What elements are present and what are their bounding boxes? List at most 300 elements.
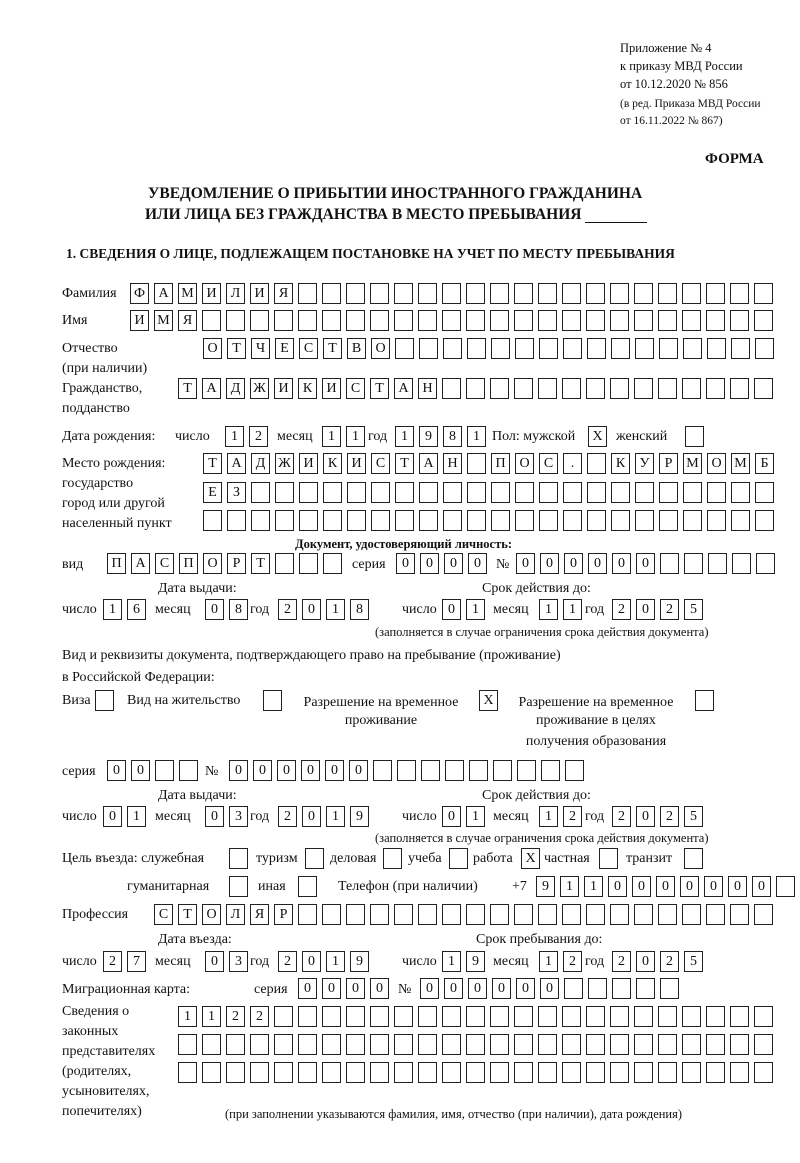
mc-number-cell[interactable]: [636, 978, 655, 999]
birth-place-1-cell[interactable]: Б: [755, 453, 774, 474]
profession-cell[interactable]: Р: [274, 904, 293, 925]
place-underline[interactable]: [585, 208, 647, 223]
profession-cell[interactable]: [682, 904, 701, 925]
reps-3-cell[interactable]: [346, 1062, 365, 1083]
name-cell[interactable]: [466, 310, 485, 331]
reps-1-cell[interactable]: [514, 1006, 533, 1027]
profession-cell[interactable]: [658, 904, 677, 925]
name-cell[interactable]: [418, 310, 437, 331]
reps-1-cell[interactable]: [682, 1006, 701, 1027]
patronymic-cell[interactable]: [683, 338, 702, 359]
birth-place-1-cell[interactable]: У: [635, 453, 654, 474]
doc-valid-month-cell[interactable]: 1: [539, 599, 558, 620]
name-cell[interactable]: [538, 310, 557, 331]
birth-place-1-cell[interactable]: Т: [395, 453, 414, 474]
right-number-cell[interactable]: [493, 760, 512, 781]
birth-place-1-cell[interactable]: М: [683, 453, 702, 474]
citizenship-cell[interactable]: [730, 378, 749, 399]
name-cell[interactable]: [634, 310, 653, 331]
birth-year-cell[interactable]: 1: [395, 426, 414, 447]
doc-issue-month-cell[interactable]: 8: [229, 599, 248, 620]
surname-cell[interactable]: А: [154, 283, 173, 304]
patronymic-cell[interactable]: [611, 338, 630, 359]
doc-issue-year-cell[interactable]: 1: [326, 599, 345, 620]
citizenship-cell[interactable]: А: [394, 378, 413, 399]
reps-2-cell[interactable]: [442, 1034, 461, 1055]
birth-year-cell[interactable]: 1: [467, 426, 486, 447]
birth-place-3-cell[interactable]: [299, 510, 318, 531]
reps-3-cell[interactable]: [178, 1062, 197, 1083]
purpose-tourism-checkbox[interactable]: [305, 848, 324, 869]
profession-cell[interactable]: [346, 904, 365, 925]
surname-cell[interactable]: [466, 283, 485, 304]
reps-2-cell[interactable]: [730, 1034, 749, 1055]
profession-cell[interactable]: [538, 904, 557, 925]
birth-place-1-cell[interactable]: О: [515, 453, 534, 474]
doc-issue-year-cell[interactable]: 0: [302, 599, 321, 620]
entry-year-cell[interactable]: 9: [350, 951, 369, 972]
reps-2-cell[interactable]: [658, 1034, 677, 1055]
doc-issue-day-cell[interactable]: 6: [127, 599, 146, 620]
birth-place-3-cell[interactable]: [731, 510, 750, 531]
surname-cell[interactable]: [634, 283, 653, 304]
doc-valid-year-cell[interactable]: 2: [612, 599, 631, 620]
citizenship-cell[interactable]: Т: [370, 378, 389, 399]
birth-place-1-cell[interactable]: К: [611, 453, 630, 474]
doc-number-cell[interactable]: 0: [636, 553, 655, 574]
phone-cell[interactable]: 0: [680, 876, 699, 897]
name-cell[interactable]: [250, 310, 269, 331]
surname-cell[interactable]: [514, 283, 533, 304]
reps-1-cell[interactable]: [562, 1006, 581, 1027]
birth-month-cell[interactable]: 1: [322, 426, 341, 447]
profession-cell[interactable]: [418, 904, 437, 925]
profession-cell[interactable]: [298, 904, 317, 925]
surname-cell[interactable]: [346, 283, 365, 304]
entry-year-cell[interactable]: 0: [302, 951, 321, 972]
patronymic-cell[interactable]: О: [203, 338, 222, 359]
citizenship-cell[interactable]: А: [202, 378, 221, 399]
reps-2-cell[interactable]: [322, 1034, 341, 1055]
reps-2-cell[interactable]: [178, 1034, 197, 1055]
citizenship-cell[interactable]: [658, 378, 677, 399]
phone-cell[interactable]: 0: [704, 876, 723, 897]
reps-3-cell[interactable]: [586, 1062, 605, 1083]
citizenship-cell[interactable]: С: [346, 378, 365, 399]
doc-number-cell[interactable]: 0: [564, 553, 583, 574]
reps-2-cell[interactable]: [370, 1034, 389, 1055]
surname-cell[interactable]: [442, 283, 461, 304]
birth-place-2-cell[interactable]: [443, 482, 462, 503]
citizenship-cell[interactable]: Д: [226, 378, 245, 399]
name-cell[interactable]: Я: [178, 310, 197, 331]
reps-1-cell[interactable]: [322, 1006, 341, 1027]
reps-1-cell[interactable]: [706, 1006, 725, 1027]
reps-3-cell[interactable]: [466, 1062, 485, 1083]
right-valid-month-cell[interactable]: 2: [563, 806, 582, 827]
doc-valid-day-cell[interactable]: 0: [442, 599, 461, 620]
birth-place-2-cell[interactable]: [299, 482, 318, 503]
birth-place-2-cell[interactable]: [515, 482, 534, 503]
profession-cell[interactable]: [322, 904, 341, 925]
surname-cell[interactable]: [562, 283, 581, 304]
right-valid-month-cell[interactable]: 1: [539, 806, 558, 827]
patronymic-cell[interactable]: С: [299, 338, 318, 359]
reps-1-cell[interactable]: [346, 1006, 365, 1027]
right-number-cell[interactable]: [397, 760, 416, 781]
doc-valid-year-cell[interactable]: 2: [660, 599, 679, 620]
surname-cell[interactable]: И: [250, 283, 269, 304]
doc-kind-cell[interactable]: [323, 553, 342, 574]
reps-2-cell[interactable]: [418, 1034, 437, 1055]
reps-3-cell[interactable]: [298, 1062, 317, 1083]
birth-place-1-cell[interactable]: С: [371, 453, 390, 474]
birth-place-3-cell[interactable]: [443, 510, 462, 531]
patronymic-cell[interactable]: О: [371, 338, 390, 359]
reps-2-cell[interactable]: [586, 1034, 605, 1055]
reps-1-cell[interactable]: [538, 1006, 557, 1027]
reps-3-cell[interactable]: [418, 1062, 437, 1083]
right-number-cell[interactable]: 0: [301, 760, 320, 781]
birth-place-3-cell[interactable]: [539, 510, 558, 531]
doc-series-cell[interactable]: 0: [396, 553, 415, 574]
birth-year-cell[interactable]: 8: [443, 426, 462, 447]
right-trpe-checkbox[interactable]: [695, 690, 714, 711]
citizenship-cell[interactable]: [490, 378, 509, 399]
surname-cell[interactable]: [586, 283, 605, 304]
birth-place-3-cell[interactable]: [587, 510, 606, 531]
birth-place-3-cell[interactable]: [515, 510, 534, 531]
right-issue-year-cell[interactable]: 1: [326, 806, 345, 827]
purpose-humanitarian-checkbox[interactable]: [229, 876, 248, 897]
reps-2-cell[interactable]: [250, 1034, 269, 1055]
name-cell[interactable]: [562, 310, 581, 331]
right-valid-day-cell[interactable]: 0: [442, 806, 461, 827]
doc-series-cell[interactable]: 0: [468, 553, 487, 574]
doc-kind-cell[interactable]: А: [131, 553, 150, 574]
citizenship-cell[interactable]: [610, 378, 629, 399]
patronymic-cell[interactable]: В: [347, 338, 366, 359]
phone-cell[interactable]: 1: [560, 876, 579, 897]
right-valid-year-cell[interactable]: 2: [660, 806, 679, 827]
birth-place-3-cell[interactable]: [323, 510, 342, 531]
doc-number-cell[interactable]: 0: [540, 553, 559, 574]
doc-number-cell[interactable]: [684, 553, 703, 574]
citizenship-cell[interactable]: [634, 378, 653, 399]
profession-cell[interactable]: Л: [226, 904, 245, 925]
reps-1-cell[interactable]: [634, 1006, 653, 1027]
birth-place-2-cell[interactable]: [539, 482, 558, 503]
surname-cell[interactable]: Я: [274, 283, 293, 304]
doc-valid-year-cell[interactable]: 0: [636, 599, 655, 620]
reps-3-cell[interactable]: [274, 1062, 293, 1083]
doc-kind-cell[interactable]: О: [203, 553, 222, 574]
phone-cell[interactable]: 0: [728, 876, 747, 897]
doc-number-cell[interactable]: [708, 553, 727, 574]
reps-3-cell[interactable]: [538, 1062, 557, 1083]
right-number-cell[interactable]: 0: [229, 760, 248, 781]
reps-1-cell[interactable]: [730, 1006, 749, 1027]
citizenship-cell[interactable]: И: [322, 378, 341, 399]
birth-place-3-cell[interactable]: [611, 510, 630, 531]
right-trp-checkbox[interactable]: X: [479, 690, 498, 711]
reps-2-cell[interactable]: [514, 1034, 533, 1055]
doc-valid-day-cell[interactable]: 1: [466, 599, 485, 620]
reps-2-cell[interactable]: [226, 1034, 245, 1055]
right-number-cell[interactable]: [445, 760, 464, 781]
birth-place-2-cell[interactable]: З: [227, 482, 246, 503]
profession-cell[interactable]: [586, 904, 605, 925]
name-cell[interactable]: [754, 310, 773, 331]
birth-place-2-cell[interactable]: [707, 482, 726, 503]
doc-issue-month-cell[interactable]: 0: [205, 599, 224, 620]
patronymic-cell[interactable]: [419, 338, 438, 359]
profession-cell[interactable]: С: [154, 904, 173, 925]
doc-number-cell[interactable]: 0: [588, 553, 607, 574]
surname-cell[interactable]: [490, 283, 509, 304]
reps-3-cell[interactable]: [370, 1062, 389, 1083]
birth-year-cell[interactable]: 9: [419, 426, 438, 447]
patronymic-cell[interactable]: [443, 338, 462, 359]
patronymic-cell[interactable]: [659, 338, 678, 359]
entry-day-cell[interactable]: 7: [127, 951, 146, 972]
citizenship-cell[interactable]: К: [298, 378, 317, 399]
profession-cell[interactable]: [754, 904, 773, 925]
birth-place-2-cell[interactable]: [635, 482, 654, 503]
entry-year-cell[interactable]: 2: [278, 951, 297, 972]
birth-place-3-cell[interactable]: [467, 510, 486, 531]
reps-1-cell[interactable]: 1: [202, 1006, 221, 1027]
reps-3-cell[interactable]: [658, 1062, 677, 1083]
reps-2-cell[interactable]: [346, 1034, 365, 1055]
patronymic-cell[interactable]: [731, 338, 750, 359]
reps-2-cell[interactable]: [466, 1034, 485, 1055]
birth-place-1-cell[interactable]: А: [419, 453, 438, 474]
name-cell[interactable]: [490, 310, 509, 331]
name-cell[interactable]: И: [130, 310, 149, 331]
reps-3-cell[interactable]: [682, 1062, 701, 1083]
citizenship-cell[interactable]: Н: [418, 378, 437, 399]
citizenship-cell[interactable]: [586, 378, 605, 399]
purpose-private-checkbox[interactable]: [599, 848, 618, 869]
reps-1-cell[interactable]: [490, 1006, 509, 1027]
birth-place-3-cell[interactable]: [683, 510, 702, 531]
birth-place-3-cell[interactable]: [275, 510, 294, 531]
doc-issue-year-cell[interactable]: 8: [350, 599, 369, 620]
phone-cell[interactable]: 9: [536, 876, 555, 897]
reps-2-cell[interactable]: [394, 1034, 413, 1055]
purpose-other-checkbox[interactable]: [298, 876, 317, 897]
citizenship-cell[interactable]: [682, 378, 701, 399]
citizenship-cell[interactable]: [754, 378, 773, 399]
phone-cell[interactable]: 1: [584, 876, 603, 897]
mc-number-cell[interactable]: 0: [516, 978, 535, 999]
reps-2-cell[interactable]: [610, 1034, 629, 1055]
purpose-service-checkbox[interactable]: [229, 848, 248, 869]
reps-3-cell[interactable]: [226, 1062, 245, 1083]
reps-1-cell[interactable]: [586, 1006, 605, 1027]
surname-cell[interactable]: И: [202, 283, 221, 304]
birth-place-1-cell[interactable]: П: [491, 453, 510, 474]
doc-kind-cell[interactable]: С: [155, 553, 174, 574]
reps-2-cell[interactable]: [490, 1034, 509, 1055]
birth-place-2-cell[interactable]: [683, 482, 702, 503]
birth-place-1-cell[interactable]: И: [299, 453, 318, 474]
surname-cell[interactable]: [538, 283, 557, 304]
right-number-cell[interactable]: [469, 760, 488, 781]
right-valid-year-cell[interactable]: 5: [684, 806, 703, 827]
birth-place-3-cell[interactable]: [227, 510, 246, 531]
name-cell[interactable]: [658, 310, 677, 331]
birth-place-3-cell[interactable]: [563, 510, 582, 531]
profession-cell[interactable]: [514, 904, 533, 925]
citizenship-cell[interactable]: И: [274, 378, 293, 399]
patronymic-cell[interactable]: Т: [227, 338, 246, 359]
reps-1-cell[interactable]: [442, 1006, 461, 1027]
mc-number-cell[interactable]: 0: [540, 978, 559, 999]
mc-series-cell[interactable]: 0: [322, 978, 341, 999]
surname-cell[interactable]: [730, 283, 749, 304]
patronymic-cell[interactable]: [491, 338, 510, 359]
patronymic-cell[interactable]: [755, 338, 774, 359]
reps-2-cell[interactable]: [706, 1034, 725, 1055]
surname-cell[interactable]: [418, 283, 437, 304]
name-cell[interactable]: [226, 310, 245, 331]
birth-place-2-cell[interactable]: [491, 482, 510, 503]
right-number-cell[interactable]: [421, 760, 440, 781]
reps-3-cell[interactable]: [754, 1062, 773, 1083]
reps-3-cell[interactable]: [634, 1062, 653, 1083]
mc-number-cell[interactable]: 0: [420, 978, 439, 999]
surname-cell[interactable]: М: [178, 283, 197, 304]
birth-place-1-cell[interactable]: С: [539, 453, 558, 474]
right-residence-checkbox[interactable]: [263, 690, 282, 711]
birth-place-2-cell[interactable]: [731, 482, 750, 503]
birth-place-1-cell[interactable]: М: [731, 453, 750, 474]
patronymic-cell[interactable]: [539, 338, 558, 359]
name-cell[interactable]: [298, 310, 317, 331]
mc-number-cell[interactable]: 0: [444, 978, 463, 999]
right-issue-month-cell[interactable]: 0: [205, 806, 224, 827]
birth-place-3-cell[interactable]: [707, 510, 726, 531]
reps-1-cell[interactable]: [754, 1006, 773, 1027]
right-number-cell[interactable]: [517, 760, 536, 781]
patronymic-cell[interactable]: Е: [275, 338, 294, 359]
reps-1-cell[interactable]: [658, 1006, 677, 1027]
profession-cell[interactable]: [706, 904, 725, 925]
stay-year-cell[interactable]: 2: [612, 951, 631, 972]
birth-place-3-cell[interactable]: [203, 510, 222, 531]
right-number-cell[interactable]: [373, 760, 392, 781]
mc-number-cell[interactable]: [588, 978, 607, 999]
reps-1-cell[interactable]: 2: [250, 1006, 269, 1027]
birth-month-cell[interactable]: 1: [346, 426, 365, 447]
birth-place-2-cell[interactable]: [347, 482, 366, 503]
purpose-transit-checkbox[interactable]: [684, 848, 703, 869]
doc-kind-cell[interactable]: П: [179, 553, 198, 574]
surname-cell[interactable]: [370, 283, 389, 304]
doc-series-cell[interactable]: 0: [444, 553, 463, 574]
reps-3-cell[interactable]: [322, 1062, 341, 1083]
birth-place-3-cell[interactable]: [755, 510, 774, 531]
patronymic-cell[interactable]: [635, 338, 654, 359]
birth-place-1-cell[interactable]: .: [563, 453, 582, 474]
phone-cell[interactable]: 0: [608, 876, 627, 897]
birth-place-2-cell[interactable]: [395, 482, 414, 503]
right-issue-year-cell[interactable]: 9: [350, 806, 369, 827]
doc-number-cell[interactable]: [756, 553, 775, 574]
profession-cell[interactable]: О: [202, 904, 221, 925]
right-series-cell[interactable]: 0: [107, 760, 126, 781]
reps-2-cell[interactable]: [274, 1034, 293, 1055]
stay-day-cell[interactable]: 1: [442, 951, 461, 972]
birth-place-2-cell[interactable]: [275, 482, 294, 503]
reps-3-cell[interactable]: [490, 1062, 509, 1083]
reps-1-cell[interactable]: [370, 1006, 389, 1027]
mc-series-cell[interactable]: 0: [346, 978, 365, 999]
reps-3-cell[interactable]: [706, 1062, 725, 1083]
phone-cell[interactable]: 0: [632, 876, 651, 897]
birth-place-3-cell[interactable]: [491, 510, 510, 531]
name-cell[interactable]: М: [154, 310, 173, 331]
reps-1-cell[interactable]: [394, 1006, 413, 1027]
right-visa-checkbox[interactable]: [95, 690, 114, 711]
birth-place-2-cell[interactable]: [251, 482, 270, 503]
profession-cell[interactable]: [610, 904, 629, 925]
stay-month-cell[interactable]: 1: [539, 951, 558, 972]
mc-series-cell[interactable]: 0: [298, 978, 317, 999]
surname-cell[interactable]: [754, 283, 773, 304]
right-valid-day-cell[interactable]: 1: [466, 806, 485, 827]
birth-place-2-cell[interactable]: Е: [203, 482, 222, 503]
reps-1-cell[interactable]: [274, 1006, 293, 1027]
citizenship-cell[interactable]: [442, 378, 461, 399]
purpose-work-checkbox[interactable]: X: [521, 848, 540, 869]
birth-place-2-cell[interactable]: [755, 482, 774, 503]
doc-kind-cell[interactable]: Р: [227, 553, 246, 574]
birth-place-3-cell[interactable]: [635, 510, 654, 531]
right-issue-year-cell[interactable]: 0: [302, 806, 321, 827]
stay-year-cell[interactable]: 2: [660, 951, 679, 972]
doc-number-cell[interactable]: 0: [516, 553, 535, 574]
phone-cell[interactable]: 0: [656, 876, 675, 897]
patronymic-cell[interactable]: Т: [323, 338, 342, 359]
patronymic-cell[interactable]: [467, 338, 486, 359]
doc-kind-cell[interactable]: [275, 553, 294, 574]
name-cell[interactable]: [346, 310, 365, 331]
phone-cell[interactable]: 0: [752, 876, 771, 897]
reps-1-cell[interactable]: [466, 1006, 485, 1027]
name-cell[interactable]: [370, 310, 389, 331]
birth-place-1-cell[interactable]: [587, 453, 606, 474]
surname-cell[interactable]: [658, 283, 677, 304]
birth-place-1-cell[interactable]: Р: [659, 453, 678, 474]
birth-place-3-cell[interactable]: [251, 510, 270, 531]
birth-day-cell[interactable]: 1: [225, 426, 244, 447]
birth-place-2-cell[interactable]: [467, 482, 486, 503]
patronymic-cell[interactable]: Ч: [251, 338, 270, 359]
sex-female-checkbox[interactable]: [685, 426, 704, 447]
birth-place-2-cell[interactable]: [323, 482, 342, 503]
patronymic-cell[interactable]: [563, 338, 582, 359]
reps-3-cell[interactable]: [442, 1062, 461, 1083]
profession-cell[interactable]: [394, 904, 413, 925]
stay-month-cell[interactable]: 2: [563, 951, 582, 972]
reps-2-cell[interactable]: [562, 1034, 581, 1055]
doc-issue-year-cell[interactable]: 2: [278, 599, 297, 620]
birth-place-2-cell[interactable]: [563, 482, 582, 503]
name-cell[interactable]: [322, 310, 341, 331]
